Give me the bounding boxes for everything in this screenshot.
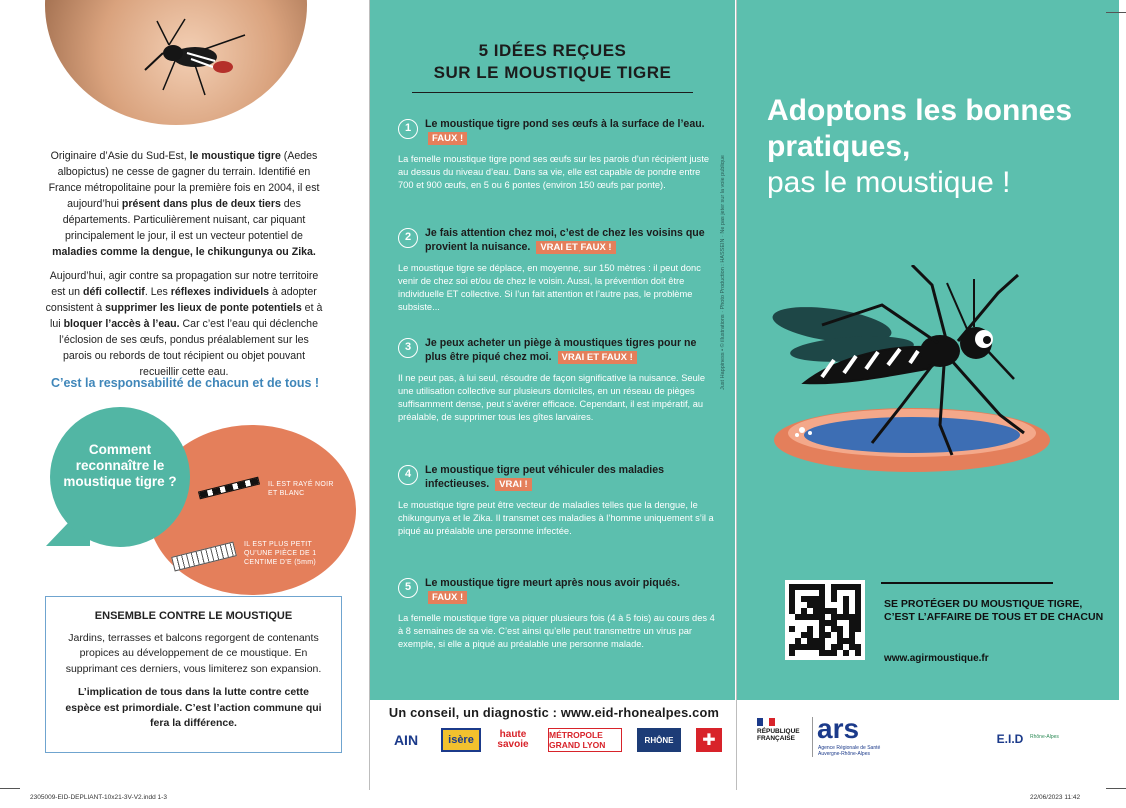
- myth-headline: [398, 117, 718, 145]
- contact-line[interactable]: Un conseil, un diagnostic : www.eid-rhonealpes.com: [388, 705, 720, 720]
- myths-title-line1: 5 IDÉES REÇUES: [478, 41, 627, 60]
- myth-statement: Le moustique tigre meurt après nous avoir piqués.: [425, 577, 680, 589]
- qr-module: [855, 650, 861, 656]
- myth-statement: Je fais attention chez moi, c’est de chez les voisins que provient la nuisance.: [425, 227, 705, 253]
- myth-headline: [398, 576, 718, 604]
- agirmoustique-link[interactable]: www.agirmoustique.fr: [884, 653, 989, 664]
- myth-statement: Le moustique tigre peut véhiculer des maladies infectieuses.: [425, 464, 665, 490]
- eid-subtitle: Rhône-Alpes: [1030, 734, 1059, 740]
- print-slug-left: 2305009-EID-DEPLIANT-10x21-3V-V2.indd 1-3: [30, 794, 167, 801]
- headline-light: pas le moustique !: [767, 166, 1011, 199]
- together-body: Jardins, terrasses et balcons regorgent de contenants propices au développement de ce moustique. En supprimant ces derniers, vous limiterez son expansion.: [65, 631, 322, 675]
- crop-mark: [1106, 788, 1126, 789]
- myths-title-line2: SUR LE MOUSTIQUE TIGRE: [433, 63, 672, 82]
- myth-item: [398, 463, 718, 538]
- left-panel: [0, 0, 368, 784]
- qr-code[interactable]: [785, 580, 865, 660]
- myth-item: [398, 576, 718, 651]
- verdict-badge: VRAI ET FAUX !: [536, 241, 615, 254]
- ars-subtitle: Agence Régionale de Santé Auvergne-Rhône-Alpes: [818, 745, 881, 757]
- myth-explanation: La femelle moustique tigre va piquer plusieurs fois (4 à 5 fois) au cours des 4 à 8 semaines de sa vie. C’est ainsi qu’elle peut transmettre un virus par exemple, si elle a piqué au préalable une personne malade.: [398, 613, 715, 649]
- mosquito-on-skin-photo: [45, 0, 307, 125]
- metropole-lyon-logo: MÉTROPOLE GRAND LYON: [548, 728, 622, 752]
- note-striped: IL EST RAYÉ NOIR ET BLANC: [268, 481, 334, 497]
- intro-text: [44, 148, 324, 388]
- myth-explanation: Il ne peut pas, à lui seul, résoudre de façon significative la nuisance. Seule une utilisation collective sur plusieurs domiciles, en un réseau de pièges suffisamment dense, peut s’avérer efficace. Cependant, il est impératif, au préalable, de supprimer tous les gîtes larvaires.: [398, 373, 705, 422]
- ain-logo: AIN: [393, 732, 419, 748]
- verdict-badge: VRAI ET FAUX !: [558, 351, 637, 364]
- flag-icon: [757, 718, 775, 726]
- fold-line: [369, 0, 370, 790]
- together-conclusion: L’implication de tous dans la lutte contre cette espèce est primordiale. C’est l’action commune qui fera la différence.: [65, 686, 322, 729]
- logo-divider: [812, 717, 813, 757]
- mosquito-illustration: [762, 265, 1062, 495]
- headline-bold: Adoptons les bonnes pratiques,: [767, 94, 1073, 163]
- right-panel: [737, 0, 1119, 784]
- myth-number-badge: 2: [398, 228, 418, 248]
- print-credit: Just Happiness • © illustrations · Photo Production : HASSEIN · Ne pas jeter sur la voie publique: [720, 155, 726, 390]
- myth-explanation: Le moustique tigre se déplace, en moyenne, sur 150 mètres : il peut donc venir de chez soi et/ou de chez le voisin. Aussi, la prévention doit être individuelle ET collective. Si l’un fait attention et l’autre pas, le problème subsiste...: [398, 263, 701, 312]
- verdict-badge: FAUX !: [428, 591, 467, 604]
- myth-headline: [398, 463, 718, 491]
- myth-number-badge: 1: [398, 119, 418, 139]
- republique-francaise-logo: [757, 718, 811, 742]
- isere-logo: isère: [441, 728, 481, 752]
- myth-statement: Le moustique tigre pond ses œufs à la surface de l’eau.: [425, 118, 705, 130]
- cover-headline: [767, 93, 1107, 201]
- eid-logo: E.I.D: [980, 726, 1040, 752]
- ars-logo: ars: [817, 713, 860, 744]
- protect-rule: [881, 582, 1053, 584]
- intro-paragraph-origin: Originaire d’Asie du Sud-Est, le moustique tigre (Aedes albopictus) ne cesse de gagner du terrain. Identifié en France métropolitaine pour la première fois en 2004, il est aujourd’hui présent dans plus de deux tiers des départements. Particulièrement nuisant, car piquant principalement le jour, il est un vecteur potentiel de maladies comme la dengue, le chikungunya ou Zika.: [48, 150, 320, 258]
- myth-item: [398, 336, 718, 424]
- intro-paragraph-action: Aujourd’hui, agir contre sa propagation sur notre territoire est un défi collectif. Les réflexes individuels à adopter consistent à supprimer les lieux de ponte potentiels et à lui bloquer l’accès à l’eau. Car c’est l’eau qui déclenche l’éclosion de ses œufs, pondus préalablement sur les parois ou rebords de tout récipient ou objet pouvant recueillir cette eau.: [45, 270, 323, 378]
- bubble-question: Comment reconnaître le moustique tigre ?: [63, 442, 177, 489]
- protect-statement: SE PROTÉGER DU MOUSTIQUE TIGRE, C’EST L’AFFAIRE DE TOUS ET DE CHACUN: [884, 598, 1104, 623]
- together-box: [45, 596, 342, 753]
- myth-number-badge: 3: [398, 338, 418, 358]
- verdict-badge: VRAI !: [495, 478, 532, 491]
- myth-item: [398, 117, 718, 192]
- myths-title: [400, 40, 705, 84]
- myth-number-badge: 4: [398, 465, 418, 485]
- print-slug-right: 22/06/2023 11:42: [1030, 794, 1081, 801]
- myth-number-badge: 5: [398, 578, 418, 598]
- verdict-badge: FAUX !: [428, 132, 467, 145]
- myth-headline: [398, 226, 718, 254]
- responsibility-statement: C’est la responsabilité de chacun et de tous !: [50, 376, 320, 390]
- savoie-logo: ✚: [696, 728, 722, 752]
- haute-savoie-logo: haute savoie: [497, 729, 529, 750]
- together-title: ENSEMBLE CONTRE LE MOUSTIQUE: [94, 610, 293, 622]
- republique-label: RÉPUBLIQUE FRANÇAISE: [757, 728, 800, 742]
- myth-explanation: La femelle moustique tigre pond ses œufs sur les parois d’un récipient juste au dessus du niveau d’eau. Dans sa vie, elle est capable de pondre entre 700 et 900 œufs, en 5 ou 6 pontes (environ 150 œufs par ponte).: [398, 154, 710, 190]
- middle-panel: [370, 0, 735, 784]
- myth-statement: Je peux acheter un piège à moustiques tigres pour ne plus être piqué chez moi.: [425, 337, 697, 363]
- fold-line: [736, 0, 737, 790]
- crop-mark: [0, 788, 20, 789]
- myth-headline: [398, 336, 718, 364]
- rhone-logo: RHÔNE: [637, 728, 681, 752]
- crop-mark: [1106, 12, 1126, 13]
- note-size: IL EST PLUS PETIT QU’UNE PIÈCE DE 1 CENTIME D’E (5mm): [244, 541, 317, 566]
- title-underline: [412, 92, 693, 93]
- myth-item: [398, 226, 718, 314]
- myth-explanation: Le moustique tigre peut être vecteur de maladies telles que la dengue, le chikungunya et le Zika. Il transmet ces maladies à l’homme uniquement s’il a piqué au préalable une personne infectée.: [398, 500, 714, 536]
